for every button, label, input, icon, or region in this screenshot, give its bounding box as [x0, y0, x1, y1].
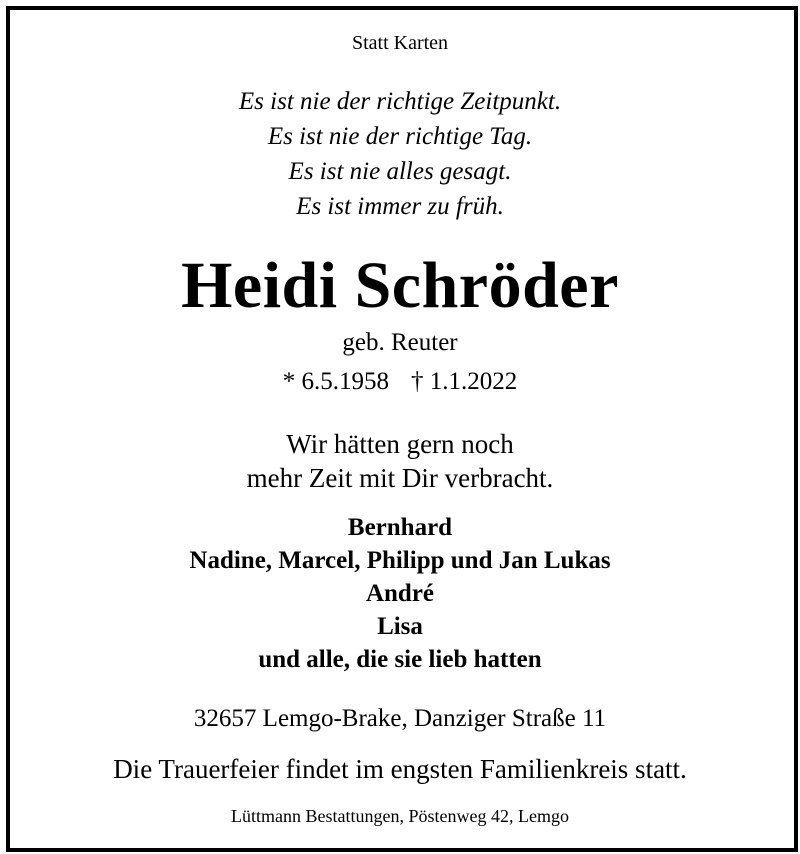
poem-line-3: Es ist nie alles gesagt.	[288, 158, 512, 185]
poem-line-1: Es ist nie der richtige Zeitpunkt.	[238, 88, 562, 115]
birth-date: * 6.5.1958	[282, 368, 389, 395]
maiden-name: geb. Reuter	[342, 329, 458, 356]
family-address: 32657 Lemgo-Brake, Danziger Straße 11	[193, 705, 607, 732]
death-date: † 1.1.2022	[411, 368, 518, 395]
quote-line-1: Wir hätten gern noch	[286, 429, 514, 459]
mourner-line: Bernhard	[347, 514, 453, 541]
header-text: Statt Karten	[351, 32, 449, 54]
mourner-line: Nadine, Marcel, Philipp und Jan Lukas	[189, 547, 611, 574]
mourner-line: und alle, die sie lieb hatten	[258, 646, 542, 673]
funeral-notice: Die Trauerfeier findet im engsten Familienkreis statt.	[113, 754, 687, 784]
poem-line-4: Es ist immer zu früh.	[296, 193, 504, 220]
mourner-line: Lisa	[377, 613, 423, 640]
poem-line-2: Es ist nie der richtige Tag.	[267, 123, 533, 150]
quote-line-2: mehr Zeit mit Dir verbracht.	[246, 463, 554, 493]
mourner-line: André	[365, 580, 435, 607]
undertaker-info: Lüttmann Bestattungen, Pöstenweg 42, Lemgo	[231, 806, 569, 826]
deceased-name: Heidi Schröder	[181, 249, 619, 322]
life-dates	[0, 369, 800, 394]
